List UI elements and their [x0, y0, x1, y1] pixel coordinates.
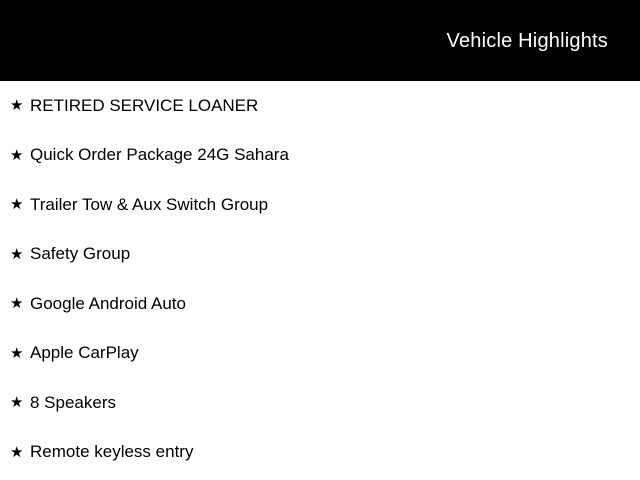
star-icon: ★: [10, 344, 24, 362]
star-icon: ★: [10, 295, 24, 313]
star-icon: ★: [10, 196, 24, 214]
star-icon: ★: [10, 245, 24, 263]
highlight-label: Safety Group: [30, 244, 131, 264]
list-item: [0, 279, 640, 329]
highlight-label: Quick Order Package 24G Sahara: [30, 145, 289, 165]
highlight-label: RETIRED SERVICE LOANER: [30, 95, 259, 115]
highlight-label: Remote keyless entry: [30, 442, 194, 462]
list-item: [0, 230, 640, 280]
star-icon: ★: [10, 146, 24, 164]
highlight-label: 8 Speakers: [30, 392, 116, 412]
highlights-list: [0, 81, 640, 477]
list-item: [0, 81, 640, 131]
star-icon: ★: [10, 97, 24, 115]
star-icon: ★: [10, 443, 24, 461]
highlight-label: Apple CarPlay: [30, 343, 139, 363]
highlight-label: Trailer Tow & Aux Switch Group: [30, 194, 269, 214]
list-item: [0, 180, 640, 230]
list-item: [0, 329, 640, 379]
highlight-label: Google Android Auto: [30, 293, 186, 313]
list-item: [0, 428, 640, 478]
list-item: [0, 378, 640, 428]
page-title: Vehicle Highlights: [446, 29, 608, 52]
list-item: [0, 131, 640, 181]
star-icon: ★: [10, 394, 24, 412]
header-bar: [0, 0, 640, 81]
